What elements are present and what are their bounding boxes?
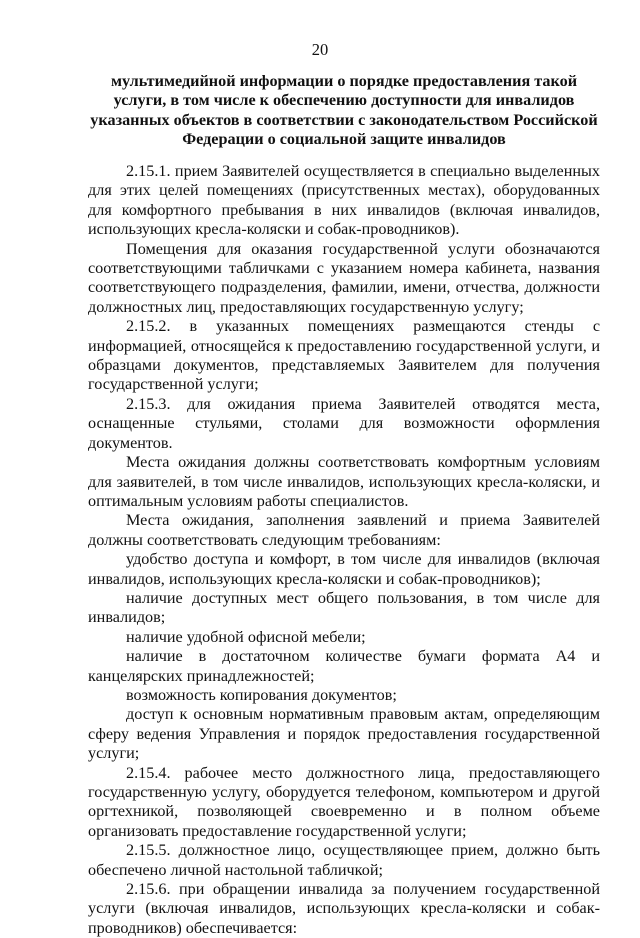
paragraph-2-15-5: 2.15.5. должностное лицо, осуществляющее прием, должно быть обеспечено личной настольной табличкой;: [88, 841, 600, 879]
list-item-legal-acts: доступ к основным нормативным правовым актам, определяющим сферу ведения Управления и порядок предоставления государственной услуги;: [88, 705, 600, 763]
list-item-paper-stationery: наличие в достаточном количестве бумаги формата А4 и канцелярских принадлежностей;: [88, 647, 600, 685]
paragraph-2-15-1: 2.15.1. прием Заявителей осуществляется в специально выделенных для этих целей помещениях (присутственных местах), оборудованных для комфортного пребывания в них инвалидов (включая инвалидов, использующих кресла-коляски и собак-проводников).: [88, 162, 600, 239]
paragraph-2-15-4: 2.15.4. рабочее место должностного лица, предоставляющего государственную услугу, оборудуется телефоном, компьютером и другой оргтехникой, позволяющей своевременно и в полном объеме организовать предоставление государственной услуги;: [88, 763, 600, 840]
paragraph-waiting-comfort: Места ожидания должны соответствовать комфортным условиям для заявителей, в том числе инвалидов, использующих кресла-коляски, и оптимальным условиям работы специалистов.: [88, 453, 600, 510]
paragraph-2-15-3: 2.15.3. для ожидания приема Заявителей отводятся места, оснащенные стульями, столами для возможности оформления документов.: [88, 394, 600, 452]
body-text: [88, 162, 600, 938]
list-item-public-places: наличие доступных мест общего пользования, в том числе для инвалидов;: [88, 588, 600, 627]
list-item-furniture: наличие удобной офисной мебели;: [126, 627, 366, 646]
paragraph-premises-signage: Помещения для оказания государственной услуги обозначаются соответствующими табличками с указанием номера кабинета, названия соответствующего подразделения, фамилии, имени, отчества, должности должностных лиц, предоставляющих государственную услугу;: [88, 239, 600, 316]
paragraph-2-15-6: 2.15.6. при обращении инвалида за получением государственной услуги (включая инвалидов, использующих кресла-коляски и собак-проводников) обеспечивается:: [88, 880, 600, 937]
paragraph-2-15-2: 2.15.2. в указанных помещениях размещаются стенды с информацией, относящейся к предоставлению государственной услуги, и образцами документов, представляемых Заявителем для получения государственной услуги;: [88, 317, 600, 394]
section-heading: мультимедийной информации о порядке предоставления такой услуги, в том числе к обеспечению доступности для инвалидов указанных объектов в соответствии с законодательством Российской Федерации о социальной защите инвалидов: [90, 72, 598, 149]
page-number: 20: [311, 40, 329, 59]
list-item-copying: возможность копирования документов;: [126, 685, 397, 704]
paragraph-waiting-requirements: Места ожидания, заполнения заявлений и приема Заявителей должны соответствовать следующим требованиям:: [88, 511, 600, 549]
list-item-access-comfort: удобство доступа и комфорт, в том числе для инвалидов (включая инвалидов, использующих кресла-коляски и собак-проводников);: [88, 550, 600, 588]
